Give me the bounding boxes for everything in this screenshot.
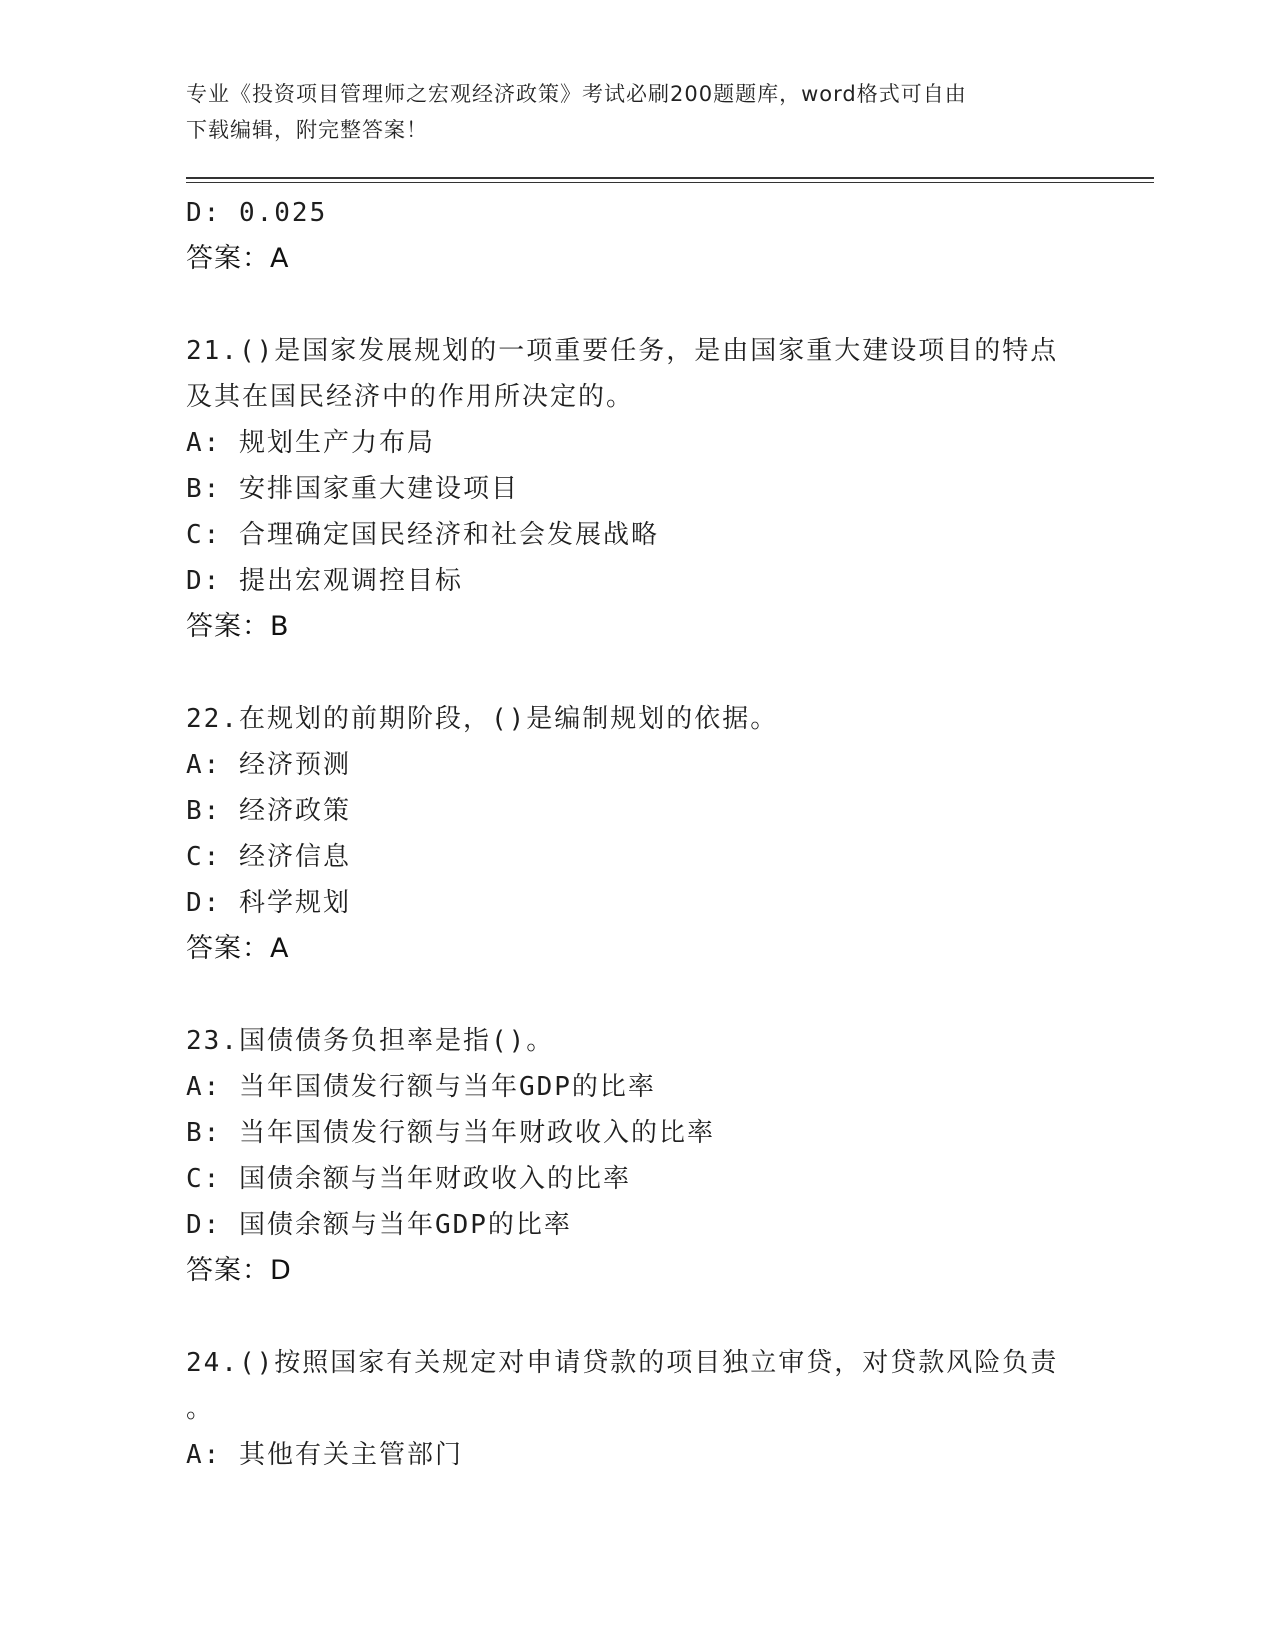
question-21-stem-2: 及其在国民经济中的作用所决定的。 — [186, 382, 635, 412]
question-23-option-b: B: 当年国债发行额与当年财政收入的比率 — [186, 1118, 715, 1148]
question-24 — [186, 1340, 1086, 1478]
question-23-answer: 答案：D — [186, 1255, 292, 1286]
question-21-stem-1: 21.()是国家发展规划的一项重要任务，是由国家重大建设项目的特点 — [186, 336, 1059, 366]
document-body — [186, 190, 1086, 1478]
question-23-option-d: D: 国债余额与当年GDP的比率 — [186, 1210, 572, 1240]
question-22-option-b: B: 经济政策 — [186, 796, 351, 826]
header-line-1: 专业《投资项目管理师之宏观经济政策》考试必刷200题题库，word格式可自由 — [186, 82, 967, 106]
question-21-option-d: D: 提出宏观调控目标 — [186, 566, 463, 596]
question-22-option-c: C: 经济信息 — [186, 842, 351, 872]
question-22-option-a: A: 经济预测 — [186, 750, 351, 780]
document-header — [186, 76, 1086, 148]
prev-answer: 答案：A — [186, 243, 290, 274]
question-22-stem-1: 22.在规划的前期阶段，()是编制规划的依据。 — [186, 704, 779, 734]
question-23 — [186, 1018, 1086, 1294]
question-21-answer: 答案：B — [186, 611, 290, 642]
question-22-option-d: D: 科学规划 — [186, 888, 351, 918]
spacer — [186, 282, 1086, 328]
header-divider-thin — [186, 182, 1154, 183]
spacer — [186, 1294, 1086, 1340]
question-24-stem-1: 24.()按照国家有关规定对申请贷款的项目独立审贷，对贷款风险负责 — [186, 1348, 1059, 1378]
question-23-stem-1: 23.国债债务负担率是指()。 — [186, 1026, 555, 1056]
header-line-2: 下载编辑，附完整答案！ — [186, 118, 428, 142]
header-divider-thick — [186, 177, 1154, 179]
question-21-option-b: B: 安排国家重大建设项目 — [186, 474, 519, 504]
prev-option-d: D: 0.025 — [186, 198, 328, 228]
question-24-option-a: A: 其他有关主管部门 — [186, 1440, 463, 1470]
question-24-stem-2: 。 — [186, 1394, 215, 1424]
question-21 — [186, 328, 1086, 650]
question-21-option-c: C: 合理确定国民经济和社会发展战略 — [186, 520, 659, 550]
question-21-option-a: A: 规划生产力布局 — [186, 428, 435, 458]
spacer — [186, 650, 1086, 696]
question-22 — [186, 696, 1086, 972]
question-23-option-a: A: 当年国债发行额与当年GDP的比率 — [186, 1072, 656, 1102]
question-22-answer: 答案：A — [186, 933, 290, 964]
question-23-option-c: C: 国债余额与当年财政收入的比率 — [186, 1164, 631, 1194]
spacer — [186, 972, 1086, 1018]
